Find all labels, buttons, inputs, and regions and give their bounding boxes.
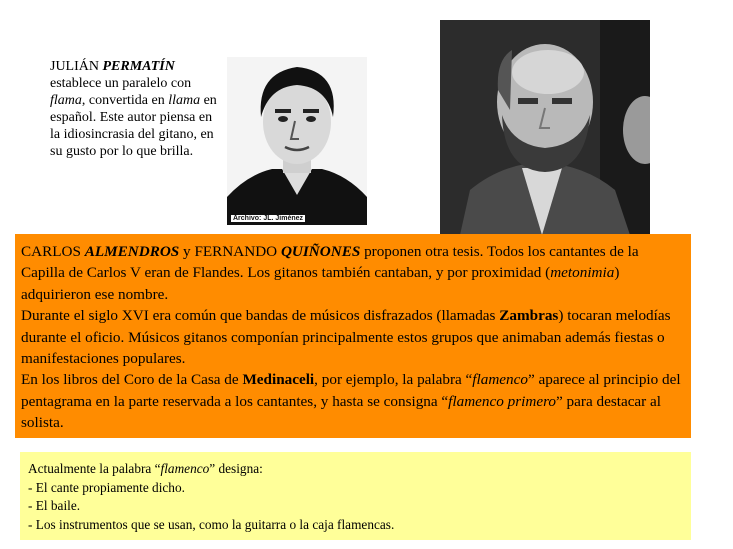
term-metonimia: metonimia	[550, 264, 615, 282]
name-fernando: y FERNANDO	[183, 243, 278, 260]
term-flamenco-primero: flamenco primero	[448, 392, 557, 410]
orange-info-box	[15, 234, 691, 438]
orange-paragraph-3	[21, 369, 685, 433]
list-item: - El cante propiamente dicho.	[28, 479, 185, 495]
term-flama: flama	[50, 93, 82, 108]
author-first-name: JULIÁN	[50, 59, 99, 74]
orange-text-5: En los libros del Coro de la Casa de	[21, 371, 239, 389]
orange-paragraph-2	[21, 305, 685, 369]
yellow-lead-b: ” designa:	[209, 461, 263, 476]
bearded-man-photo	[440, 20, 650, 235]
intro-line-1: establece un paralelo con	[50, 76, 192, 91]
list-item: - Los instrumentos que se usan, como la guitarra o la caja flamencas.	[28, 516, 395, 532]
orange-text-6: , por ejemplo, la palabra “	[314, 371, 473, 389]
yellow-info-box	[20, 452, 691, 540]
orange-text-1: proponen otra tesis. Todos los cantantes de la Capilla de Carlos V eran de Flandes. Los gitanos también cantaban, y por proximidad (	[21, 243, 639, 282]
intro-line-2: , convertida en	[81, 93, 165, 108]
permatin-portrait-image	[227, 57, 367, 225]
term-llama: llama	[168, 93, 201, 108]
name-almendros: ALMENDROS	[84, 243, 180, 260]
yellow-lead-a: Actualmente la palabra “	[28, 461, 161, 476]
name-carlos: CARLOS	[21, 243, 81, 260]
author-last-name: PERMATÍN	[102, 59, 175, 74]
orange-text-2: ) adquirieron ese nombre.	[21, 264, 620, 303]
list-item: - El baile.	[28, 498, 81, 513]
term-flamenco: flamenco	[472, 371, 528, 389]
term-medinaceli: Medinaceli	[242, 371, 315, 389]
intro-line-3: en español. Este autor piensa en la idiosincrasia del gitano, en su gusto por lo que brilla.	[50, 93, 217, 159]
orange-text-4: ) tocaran melodías durante el oficio. Músicos gitanos componían principalmente estos grupos que animaban además fiestas o manifestaciones populares.	[21, 307, 671, 368]
photo-credit: Archivo: JL. Jiménez	[233, 215, 304, 222]
yellow-term-flamenco: flamenco	[160, 461, 210, 476]
term-zambras: Zambras	[499, 307, 559, 325]
name-quinones: QUIÑONES	[280, 243, 361, 260]
intro-text	[50, 58, 220, 160]
permatin-portrait	[227, 57, 367, 225]
yellow-lead	[28, 460, 683, 479]
bearded-man-image	[440, 20, 650, 235]
orange-text-7: ” aparece al principio del pentagrama en la parte reservada a los cantantes, y hasta se consigna “	[21, 371, 681, 410]
orange-paragraph-1	[21, 241, 685, 305]
orange-text-3: Durante el siglo XVI era común que bandas de músicos disfrazados (llamadas	[21, 307, 496, 325]
orange-text-8: ” para destacar al solista.	[21, 392, 661, 432]
